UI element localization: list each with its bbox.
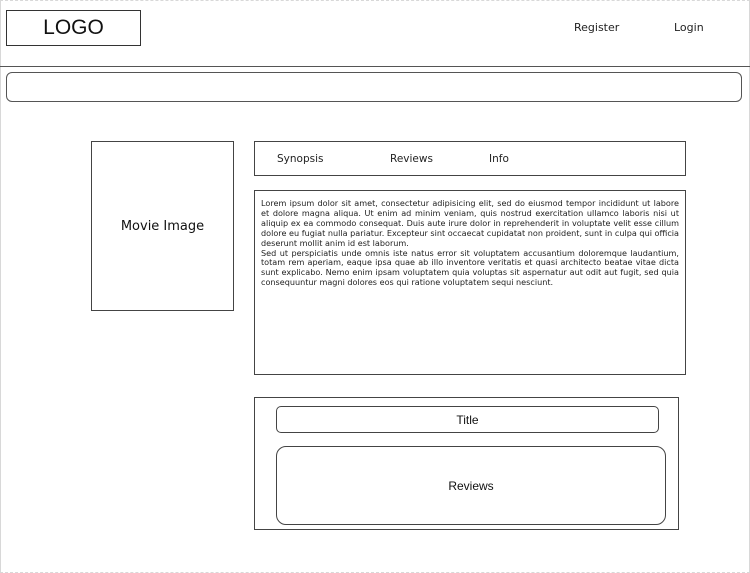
review-title-label: Title xyxy=(456,412,479,427)
synopsis-paragraph: Sed ut perspiciatis unde omnis iste natus error sit voluptatem accusantium doloremque laudantium, totam rem aperiam, eaque ipsa quae ab illo inventore veritatis et quasi architecto beatae vitae dicta sunt explicabo. Nemo enim ipsam voluptatem quia voluptas sit aspernatur aut odit aut fugit, sed quia consequuntur magni dolores eos qui ratione voluptatem sequi nesciunt. xyxy=(261,247,679,288)
synopsis-panel xyxy=(254,190,686,375)
tab-synopsis[interactable]: Synopsis xyxy=(277,153,324,165)
tab-reviews[interactable]: Reviews xyxy=(390,153,433,165)
movie-tabs xyxy=(254,141,686,176)
logo[interactable]: LOGO xyxy=(6,10,141,46)
review-body-label: Reviews xyxy=(448,478,494,493)
site-header xyxy=(0,0,750,67)
synopsis-paragraph: Lorem ipsum dolor sit amet, consectetur adipisicing elit, sed do eiusmod tempor incididunt ut labore et dolore magna aliqua. Ut enim ad minim veniam, quis nostrud exercitation ullamco laboris nisi ut aliquip ex ea commodo consequat. Duis aute irure dolor in reprehenderit in voluptate velit esse cillum dolore eu fugiat nulla pariatur. Excepteur sint occaecat cupidatat non proident, sunt in culpa qui officia deserunt mollit anim id est laborum. xyxy=(261,198,679,248)
movie-image xyxy=(91,141,234,311)
register-link[interactable]: Register xyxy=(574,21,620,34)
review-title-field[interactable] xyxy=(276,406,659,433)
movie-image-label: Movie Image xyxy=(120,218,205,234)
search-input[interactable] xyxy=(6,72,742,102)
review-panel xyxy=(254,397,679,530)
review-body-field[interactable] xyxy=(276,446,666,525)
login-link[interactable]: Login xyxy=(674,21,704,34)
tab-info[interactable]: Info xyxy=(489,153,509,165)
